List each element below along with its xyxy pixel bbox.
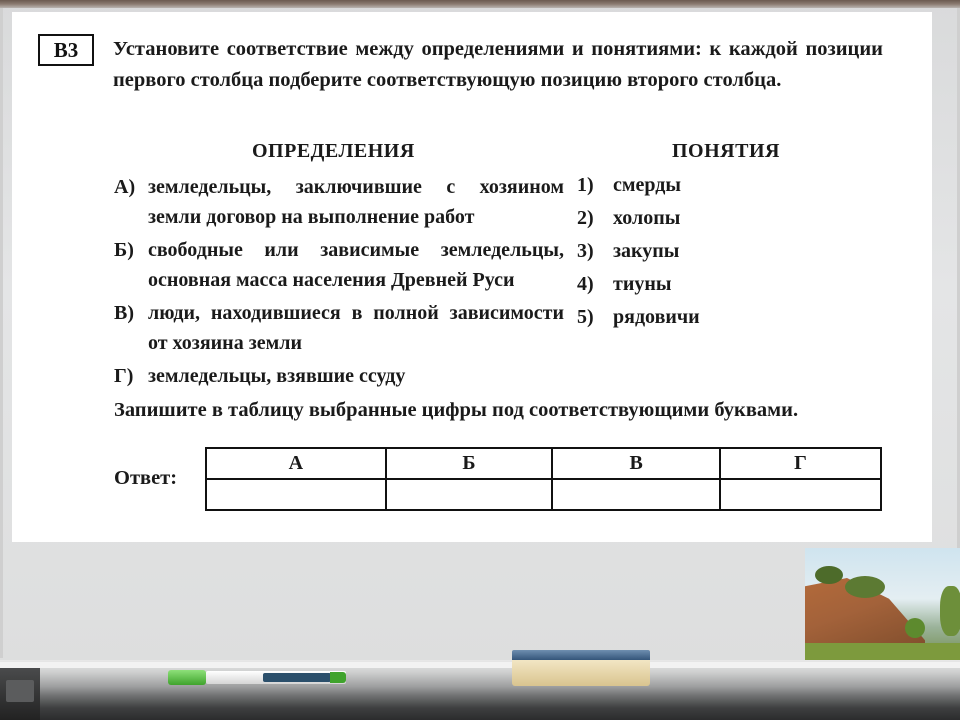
photo-tree bbox=[845, 576, 885, 598]
definition-text: люди, находившиеся в полной зависимости от хозяина земли bbox=[148, 302, 564, 354]
answer-instruction: Запишите в таблицу выбранные цифры под соответствующими буквами. bbox=[114, 399, 799, 421]
definition-text: свободные или зависимые земледельцы, основная масса населения Древней Руси bbox=[148, 239, 564, 291]
answer-label: Ответ: bbox=[114, 467, 178, 489]
marker-tip bbox=[330, 672, 346, 683]
concept-number: 5) bbox=[577, 306, 594, 328]
concept-text: тиуны bbox=[613, 273, 672, 295]
answer-column-b: Б bbox=[386, 448, 552, 479]
answer-table bbox=[205, 447, 882, 511]
tray-corner-cap bbox=[6, 680, 34, 702]
definition-item bbox=[114, 361, 564, 393]
concept-number: 3) bbox=[577, 240, 594, 262]
photo-tree bbox=[815, 566, 843, 584]
definition-letter: Г) bbox=[114, 365, 134, 387]
definition-letter: Б) bbox=[114, 239, 134, 261]
task-instruction: Установите соответствие между определениями и понятиями: к каждой позиции первого столбца подберите соответствующую позицию второго столбца. bbox=[113, 38, 883, 91]
answer-column-v: В bbox=[552, 448, 720, 479]
question-code-box: В3 bbox=[38, 34, 94, 66]
concept-text: закупы bbox=[613, 240, 680, 262]
concepts-heading: ПОНЯТИЯ bbox=[672, 140, 780, 162]
board-top-frame bbox=[0, 0, 960, 8]
photo-tree bbox=[940, 586, 960, 636]
board-tray bbox=[0, 660, 960, 720]
marker-icon bbox=[168, 669, 348, 687]
answer-cell-b[interactable] bbox=[386, 479, 552, 510]
definition-item bbox=[114, 235, 564, 297]
photo-grass bbox=[805, 643, 960, 661]
photo-bush bbox=[905, 618, 925, 638]
definitions-heading: ОПРЕДЕЛЕНИЯ bbox=[252, 140, 415, 162]
board-tray-edge bbox=[0, 662, 960, 668]
eraser-handle bbox=[512, 660, 650, 686]
concept-text: холопы bbox=[613, 207, 681, 229]
answer-header-row bbox=[206, 448, 881, 479]
definition-item bbox=[114, 298, 564, 360]
landscape-photo bbox=[805, 548, 960, 661]
answer-column-g: Г bbox=[720, 448, 881, 479]
answer-cell-a[interactable] bbox=[206, 479, 386, 510]
marker-cap bbox=[168, 670, 206, 685]
answer-cell-v[interactable] bbox=[552, 479, 720, 510]
concept-text: смерды bbox=[613, 174, 681, 196]
concept-text: рядовичи bbox=[613, 306, 700, 328]
concept-number: 1) bbox=[577, 174, 594, 196]
eraser-icon bbox=[512, 650, 650, 688]
definition-text: земледельцы, взявшие ссуду bbox=[148, 365, 406, 387]
task-sheet bbox=[12, 12, 932, 542]
definition-letter: В) bbox=[114, 302, 134, 324]
definition-letter: А) bbox=[114, 176, 136, 198]
eraser-felt bbox=[512, 650, 650, 660]
definition-text: земледельцы, заключившие с хозяином земли договор на выполнение работ bbox=[148, 176, 564, 228]
answer-input-row bbox=[206, 479, 881, 510]
board-left-edge bbox=[0, 8, 3, 658]
concept-number: 2) bbox=[577, 207, 594, 229]
definition-item bbox=[114, 172, 564, 234]
concept-number: 4) bbox=[577, 273, 594, 295]
answer-column-a: А bbox=[206, 448, 386, 479]
marker-label-stripe bbox=[263, 673, 331, 682]
answer-cell-g[interactable] bbox=[720, 479, 881, 510]
